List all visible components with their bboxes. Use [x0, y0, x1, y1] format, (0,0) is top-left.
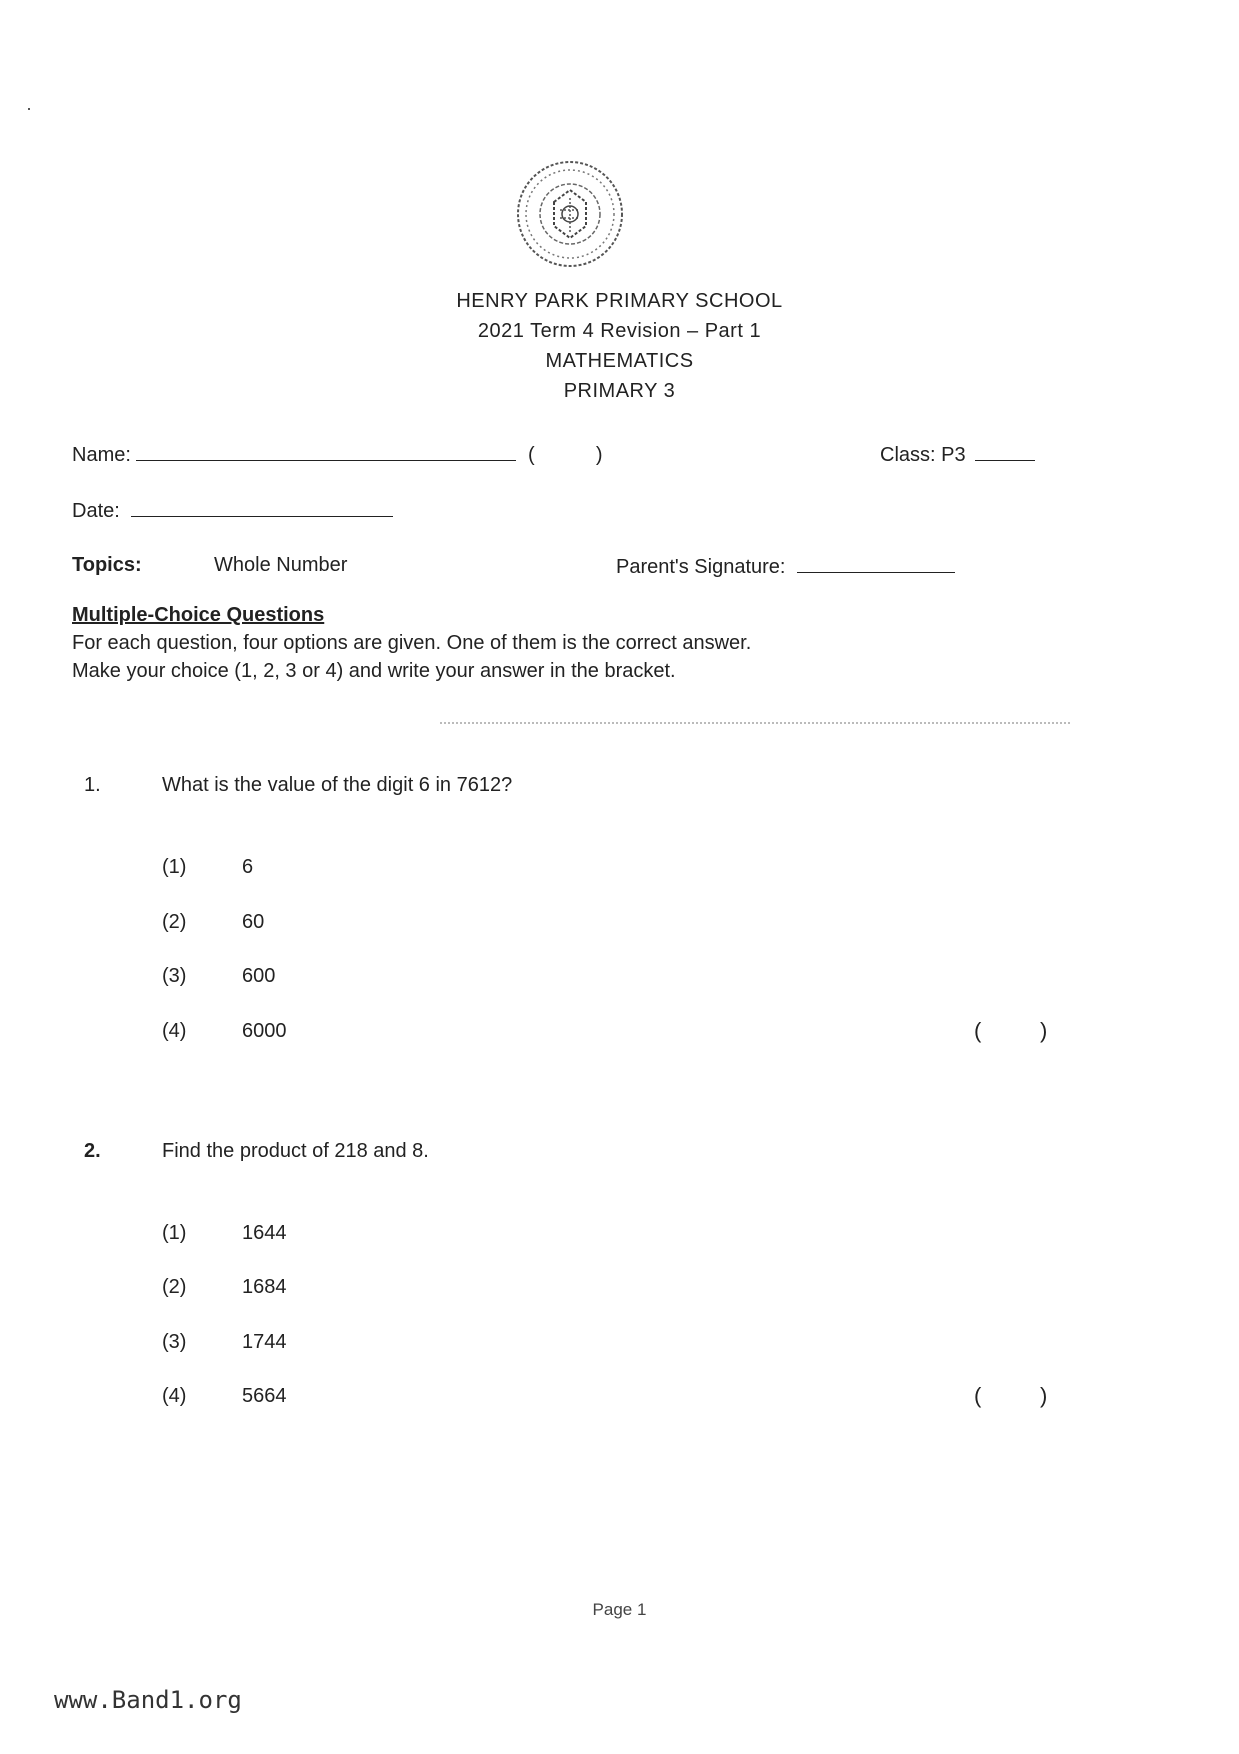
school-crest-icon — [514, 158, 626, 270]
q2-option-2-number: (2) — [162, 1276, 187, 1298]
q1-option-3-number: (3) — [162, 965, 187, 987]
q1-option-4-value: 6000 — [242, 1020, 287, 1042]
q1-option-4-number: (4) — [162, 1020, 187, 1042]
scan-speck — [28, 108, 30, 110]
q1-option-2-number: (2) — [162, 911, 187, 933]
class-row — [880, 442, 1035, 467]
index-paren-close: ) — [595, 444, 603, 466]
q1-option-1-number: (1) — [162, 856, 187, 878]
topics-value: Whole Number — [214, 554, 348, 576]
q2-option-2-value: 1684 — [242, 1276, 287, 1298]
name-blank[interactable] — [136, 442, 516, 461]
question-1-number: 1. — [84, 774, 101, 796]
question-1-text: What is the value of the digit 6 in 7612? — [162, 774, 513, 796]
class-label: Class: P3 — [880, 444, 966, 466]
section-title: Multiple-Choice Questions — [72, 604, 325, 626]
signature-row — [616, 554, 955, 579]
date-label: Date: — [72, 500, 120, 522]
q2-option-1-value: 1644 — [242, 1222, 287, 1244]
question-2-text: Find the product of 218 and 8. — [162, 1140, 429, 1162]
page-number: Page 1 — [592, 1600, 647, 1619]
signature-blank[interactable] — [797, 554, 955, 573]
name-label: Name: — [72, 444, 131, 466]
q1-option-3-value: 600 — [242, 965, 276, 987]
instruction-line-2: Make your choice (1, 2, 3 or 4) and write your answer in the bracket. — [72, 660, 676, 682]
school-name: HENRY PARK PRIMARY SCHOOL — [456, 290, 783, 312]
q1-option-2-value: 60 — [242, 911, 265, 933]
index-paren-open: ( — [528, 444, 535, 466]
instruction-line-1: For each question, four options are given. One of them is the correct answer. — [72, 632, 752, 654]
q2-option-4-number: (4) — [162, 1385, 187, 1407]
q2-answer-bracket-open: ( — [974, 1383, 982, 1408]
class-blank[interactable] — [975, 442, 1035, 461]
q2-answer-bracket-close: ) — [1040, 1383, 1048, 1408]
exam-term: 2021 Term 4 Revision – Part 1 — [477, 320, 762, 342]
topics-label: Topics: — [72, 554, 142, 576]
q2-option-1-number: (1) — [162, 1222, 187, 1244]
q1-answer-bracket-open: ( — [974, 1018, 982, 1043]
q2-option-3-value: 1744 — [242, 1331, 287, 1353]
signature-label: Parent's Signature: — [616, 556, 786, 578]
exam-level: PRIMARY 3 — [563, 380, 676, 402]
divider — [440, 722, 1070, 724]
q1-option-1-value: 6 — [242, 856, 254, 878]
name-row — [72, 442, 603, 467]
q2-option-4-value: 5664 — [242, 1385, 287, 1407]
exam-subject: MATHEMATICS — [545, 350, 694, 372]
website-watermark: www.Band1.org — [54, 1686, 242, 1714]
date-row — [72, 498, 393, 523]
question-2-number: 2. — [84, 1140, 101, 1162]
q1-answer-bracket-close: ) — [1040, 1018, 1048, 1043]
q2-option-3-number: (3) — [162, 1331, 187, 1353]
date-blank[interactable] — [131, 498, 393, 517]
